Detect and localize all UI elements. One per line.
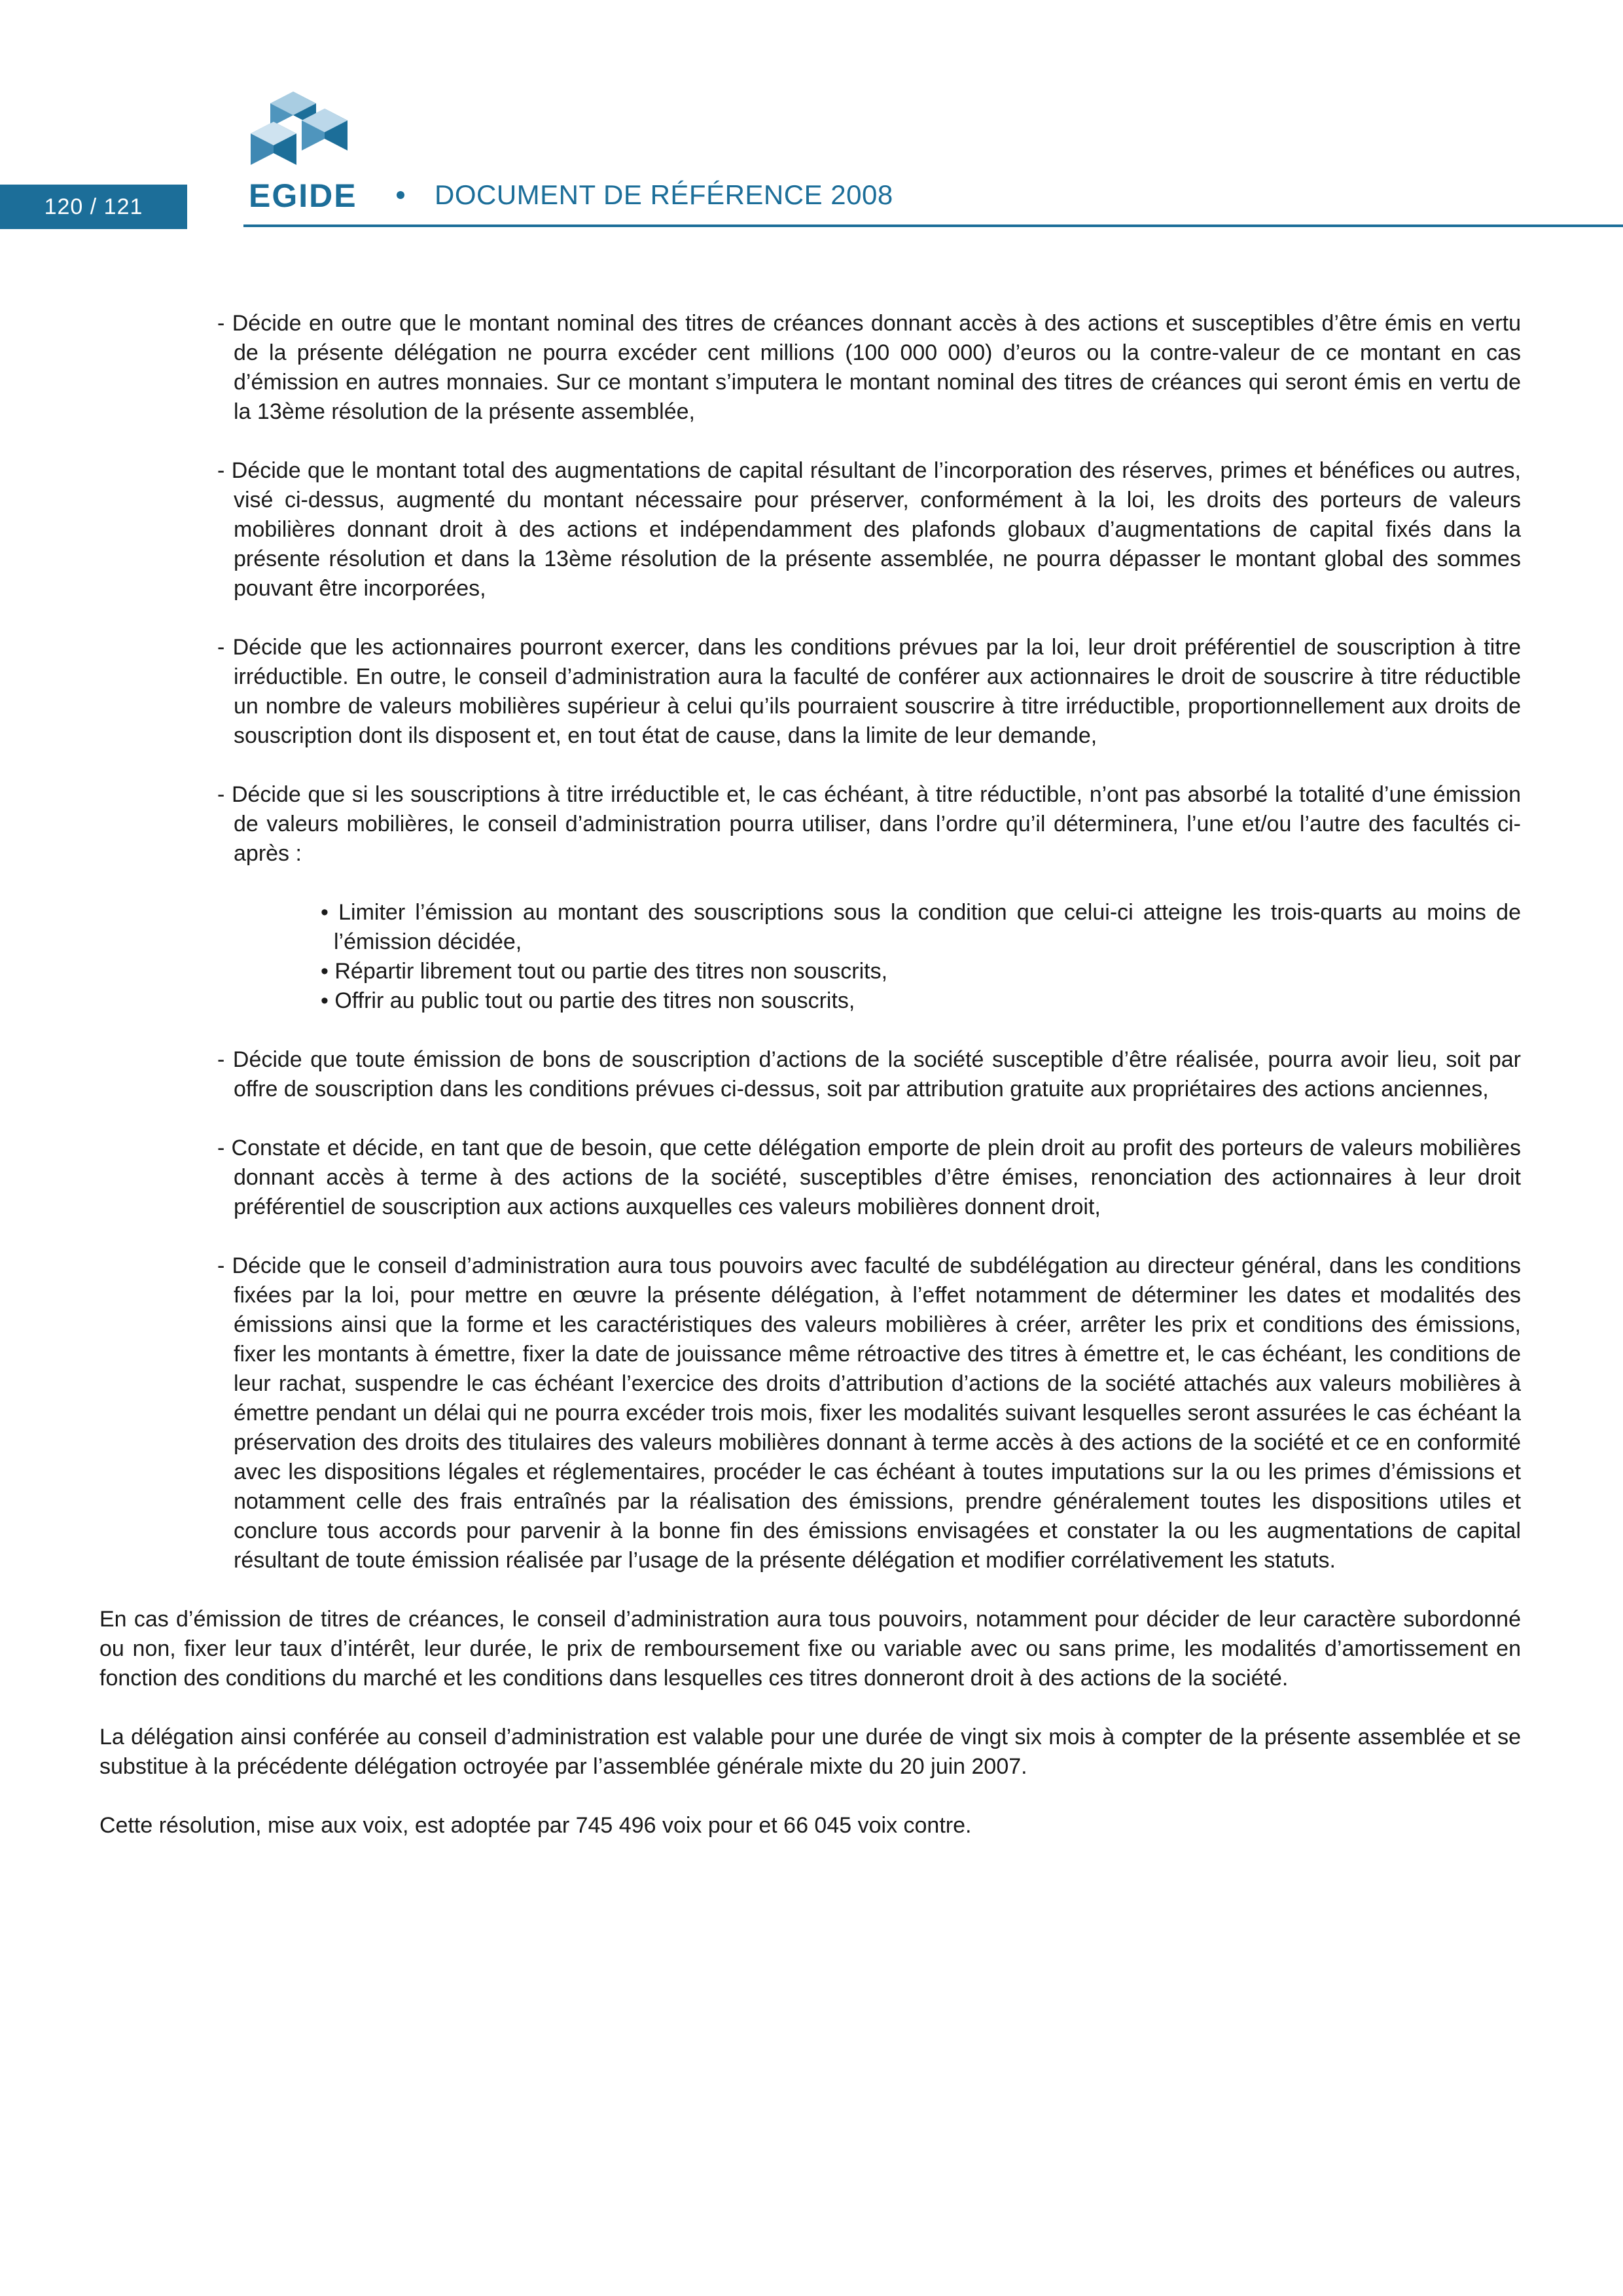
document-title: DOCUMENT DE RÉFÉRENCE 2008 <box>435 179 893 210</box>
closing-paragraph: En cas d’émission de titres de créances, le conseil d’administration aura tous pouvoirs, notamment pour décider de leur caractère subordonné ou non, fixer leur taux d’intérêt, leur durée, le prix de remboursement fixe ou variable avec ou sans prime, les modalités d’amortissement en fonction des conditions du marché et les conditions dans lesquelles ces titres donneront droit à des actions de la société. <box>99 1607 1521 1691</box>
egide-logo-wordmark: EGIDE <box>249 177 357 214</box>
resolution-item: - Décide que les actionnaires pourront exercer, dans les conditions prévues par la loi, leur droit préférentiel de souscription à titre irréductible. En outre, le conseil d’administration aura la faculté de conférer aux actionnaires le droit de souscrire à titre réductible un nombre de valeurs mobilières supérieur à celui qu’ils pourraient souscrire à titre irréductible, proportionnellement aux droits de souscription dont ils disposent et, en tout état de cause, dans la limite de leur demande, <box>217 635 1521 748</box>
resolution-item: - Décide que le conseil d’administration aura tous pouvoirs avec faculté de subdélégation au directeur général, dans les conditions fixées par la loi, pour mettre en œuvre la présente délégation, à l’effet notamment de déterminer les dates et modalités des émissions ainsi que la forme et les caractéristiques des valeurs mobilières à créer, arrêter les prix et conditions des émissions, fixer les montants à émettre, fixer la date de jouissance même rétroactive des titres à émettre et, le cas échéant, les conditions de leur rachat, suspendre le cas échéant l’exercice des droits d’attribution d’actions de la société attachés aux valeurs mobilières à émettre pendant un délai qui ne pourra excéder trois mois, fixer les modalités suivant lesquelles seront assurées le cas échéant la préservation des droits des titulaires des valeurs mobilières donnant à terme accès à des actions de la société et ce en conformité avec les dispositions légales et réglementaires, procéder le cas échéant à toutes imputations sur la ou les primes d’émissions et notamment celle des frais entraînés par la réalisation des émissions, prendre généralement toutes les dispositions utiles et conclure tous accords pour parvenir à la bonne fin des émissions envisagées et constater la ou les augmentations de capital résultant de toute émission réalisée par l’usage de la présente délégation et modifier corrélativement les statuts. <box>217 1253 1521 1573</box>
resolution-item: - Constate et décide, en tant que de besoin, que cette délégation emporte de plein droit au profit des porteurs de valeurs mobilières donnant accès à terme à des actions de la société, susceptibles d’être émises, renonciation des actionnaires à leur droit préférentiel de souscription aux actions auxquelles ces valeurs mobilières donnent droit, <box>217 1136 1521 1219</box>
resolution-item: - Décide que toute émission de bons de souscription d’actions de la société susceptible d’être réalisée, pourra avoir lieu, soit par offre de souscription dans les conditions prévues ci-dessus, soit par attribution gratuite aux propriétaires des actions anciennes, <box>217 1047 1521 1102</box>
resolution-list <box>99 1045 1521 1575</box>
option-item: • Offrir au public tout ou partie des titres non souscrits, <box>321 988 855 1013</box>
resolution-item: - Décide que le montant total des augmentations de capital résultant de l’incorporation des réserves, primes et bénéfices ou autres, visé ci-dessus, augmenté du montant nécessaire pour préserver, conformément à la loi, les droits des porteurs de valeurs mobilières donnant droit à des actions et indépendamment des plafonds globaux d’augmentations de capital fixés dans la présente résolution et dans la 13ème résolution de la présente assemblée, ne pourra dépasser le montant global des sommes pouvant être incorporées, <box>217 458 1521 601</box>
option-item: • Limiter l’émission au montant des souscriptions sous la condition que celui-ci atteigne les trois-quarts au moins de l’émission décidée, <box>321 900 1521 954</box>
option-item: • Répartir librement tout ou partie des titres non souscrits, <box>321 959 888 984</box>
header-bullet <box>397 191 404 199</box>
page-content <box>99 309 1521 1870</box>
resolution-item: - Décide que si les souscriptions à titre irréductible et, le cas échéant, à titre réductible, n’ont pas absorbé la totalité d’une émission de valeurs mobilières, le conseil d’administration pourra utiliser, dans l’ordre qu’il déterminera, l’une et/ou l’autre des facultés ci-après : <box>217 782 1521 866</box>
closing-paragraph: La délégation ainsi conférée au conseil d’administration est valable pour une durée de vingt six mois à compter de la présente assemblée et se substitue à la précédente délégation octroyée par l’assemblée générale mixte du 20 juin 2007. <box>99 1725 1521 1779</box>
resolution-list <box>99 309 1521 869</box>
resolution-item: - Décide en outre que le montant nominal des titres de créances donnant accès à des actions et susceptibles d’être émis en vertu de la présente délégation ne pourra excéder cent millions (100 000 000) d’euros ou la contre-valeur de ce montant en cas d’émission en autres monnaies. Sur ce montant s’imputera le montant nominal des titres de créances qui seront émis en vertu de la 13ème résolution de la présente assemblée, <box>217 311 1521 424</box>
option-list <box>99 898 1521 1016</box>
page-number-badge: 120 / 121 <box>0 185 187 229</box>
header-divider <box>243 224 1623 227</box>
vote-result-paragraph: Cette résolution, mise aux voix, est adoptée par 745 496 voix pour et 66 045 voix contre. <box>99 1813 972 1838</box>
